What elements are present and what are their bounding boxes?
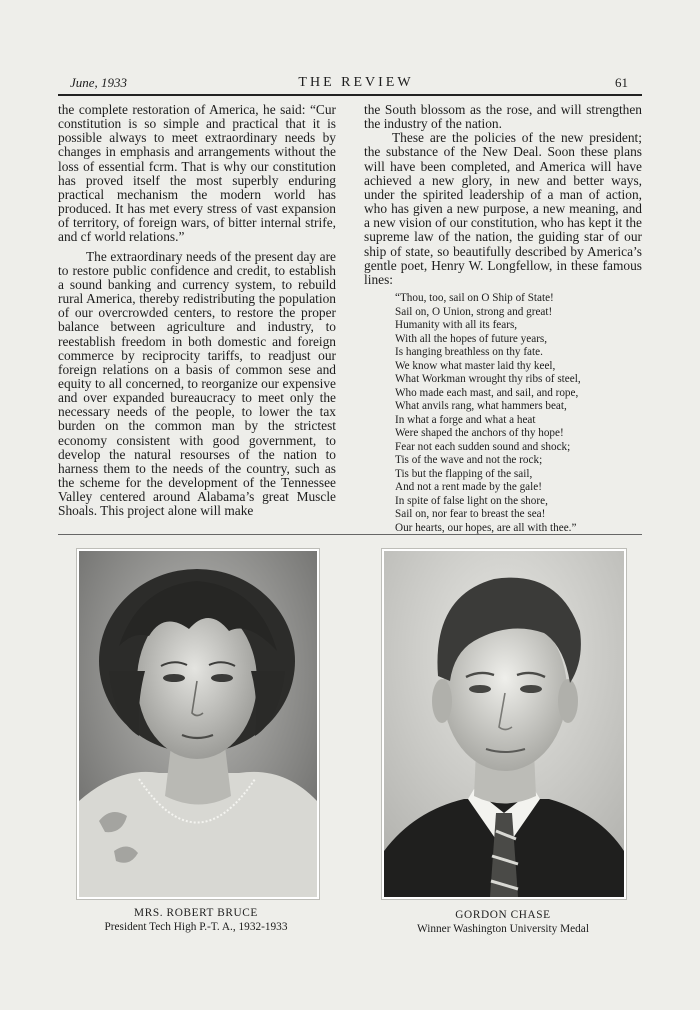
poem-line: Sail on, nor fear to breast the sea! [395,508,546,521]
caption-left-title: President Tech High P.-T. A., 1932-1933 [104,921,288,933]
poem-line: Fear not each sudden sound and shock; [395,440,571,453]
poem-line: Who made each mast, and sail, and rope, [395,386,579,399]
poem-line: Humanity with all its fears, [395,319,518,332]
right-text-column [364,103,642,535]
portrait-mrs-robert-bruce [76,548,320,900]
poem-line: We know what master laid thy keel, [395,359,556,372]
portrait-woman-image [79,551,317,897]
poem-line: And not a rent made by the gale! [395,481,542,494]
poem-line: In what a forge and what a heat [395,413,536,426]
caption-right [381,908,625,936]
longfellow-poem [395,292,642,535]
caption-right-name: GORDON CHASE [455,909,551,921]
poem-line: Were shaped the anchors of thy hope! [395,427,564,440]
poem-line: Our hearts, our hopes, are all with thee.” [395,521,577,534]
left-paragraph-1: the complete restoration of America, he said: “Cur constitution is so simple and practical that it is possible always to meet extraordinary needs by changes in emphasis and arrangements without the loss of essential fcrm. That is why our constitution has proved itself the most superbly enduring practical mechanism the modern world has produced. It has met every stress of vast expansion of territory, of foreign wars, of bitter internal strife, and cf world relations.” [58,102,336,245]
issue-date: June, 1933 [70,75,128,90]
caption-right-title: Winner Washington University Medal [417,923,589,935]
right-paragraph-2: These are the policies of the new president; the substance of the New Deal. Soon these plans will have been completed, and America will have achieved a new glory, in new and better ways, under the spirited leadership of a man of action, who has given a new purpose, a new meaning, and a new vision of our constitution, who has kept it the supreme law of the nation, the guiding star of our ship of state, so beautifully described by America’s gentle poet, Henry W. Longfellow, in these famous lines: [364,130,642,287]
poem-line: Tis of the wave and not the rock; [395,454,543,467]
poem-line: With all the hopes of future years, [395,332,548,345]
running-header [70,75,642,93]
section-divider [58,534,642,535]
poem-line: What anvils rang, what hammers beat, [395,400,567,413]
portrait-gordon-chase [381,548,627,900]
poem-line: Is hanging breathless on thy fate. [395,346,543,359]
left-paragraph-2: The extraordinary needs of the present day are to restore public confidence and credit, to establish a sound banking and currency system, to rebuild rural America, thereby redistributing the population of our overcrowded centers, to restore the proper balance between agriculture and industry, to reestablish freedom in both domestic and foreign commerce by reciprocity tariffs, to readjust our foreign relations on a basis of common sese and equity to all concerned, to reorganize our expensive and over expanded bureaucracy to meet only the necessary needs of the people, to lower the tax burden on the common man by the strictest economy consistent with good government, to develop the natural resourses of the nation to harness them to the needs of the country, such as the scheme for the development of the Tennessee Valley centered around Alabama’s great Muscle Shoals. This project alone will make [58,248,336,519]
poem-line: In spite of false light on the shore, [395,494,548,507]
caption-left-name: MRS. ROBERT BRUCE [134,907,258,919]
right-paragraph-1: the South blossom as the rose, and will strengthen the industry of the nation. [364,102,642,132]
poem-line: “Thou, too, sail on O Ship of State! [395,292,554,305]
header-rule [58,94,642,96]
portrait-young-man-image [384,551,624,897]
page-number: 61 [615,75,628,90]
poem-line: Tis but the flapping of the sail, [395,467,533,480]
left-text-column [58,103,336,519]
poem-line: Sail on, O Union, strong and great! [395,305,553,318]
masthead: THE REVIEW [298,75,414,90]
poem-line: What Workman wrought thy ribs of steel, [395,373,581,386]
caption-left [76,906,316,934]
